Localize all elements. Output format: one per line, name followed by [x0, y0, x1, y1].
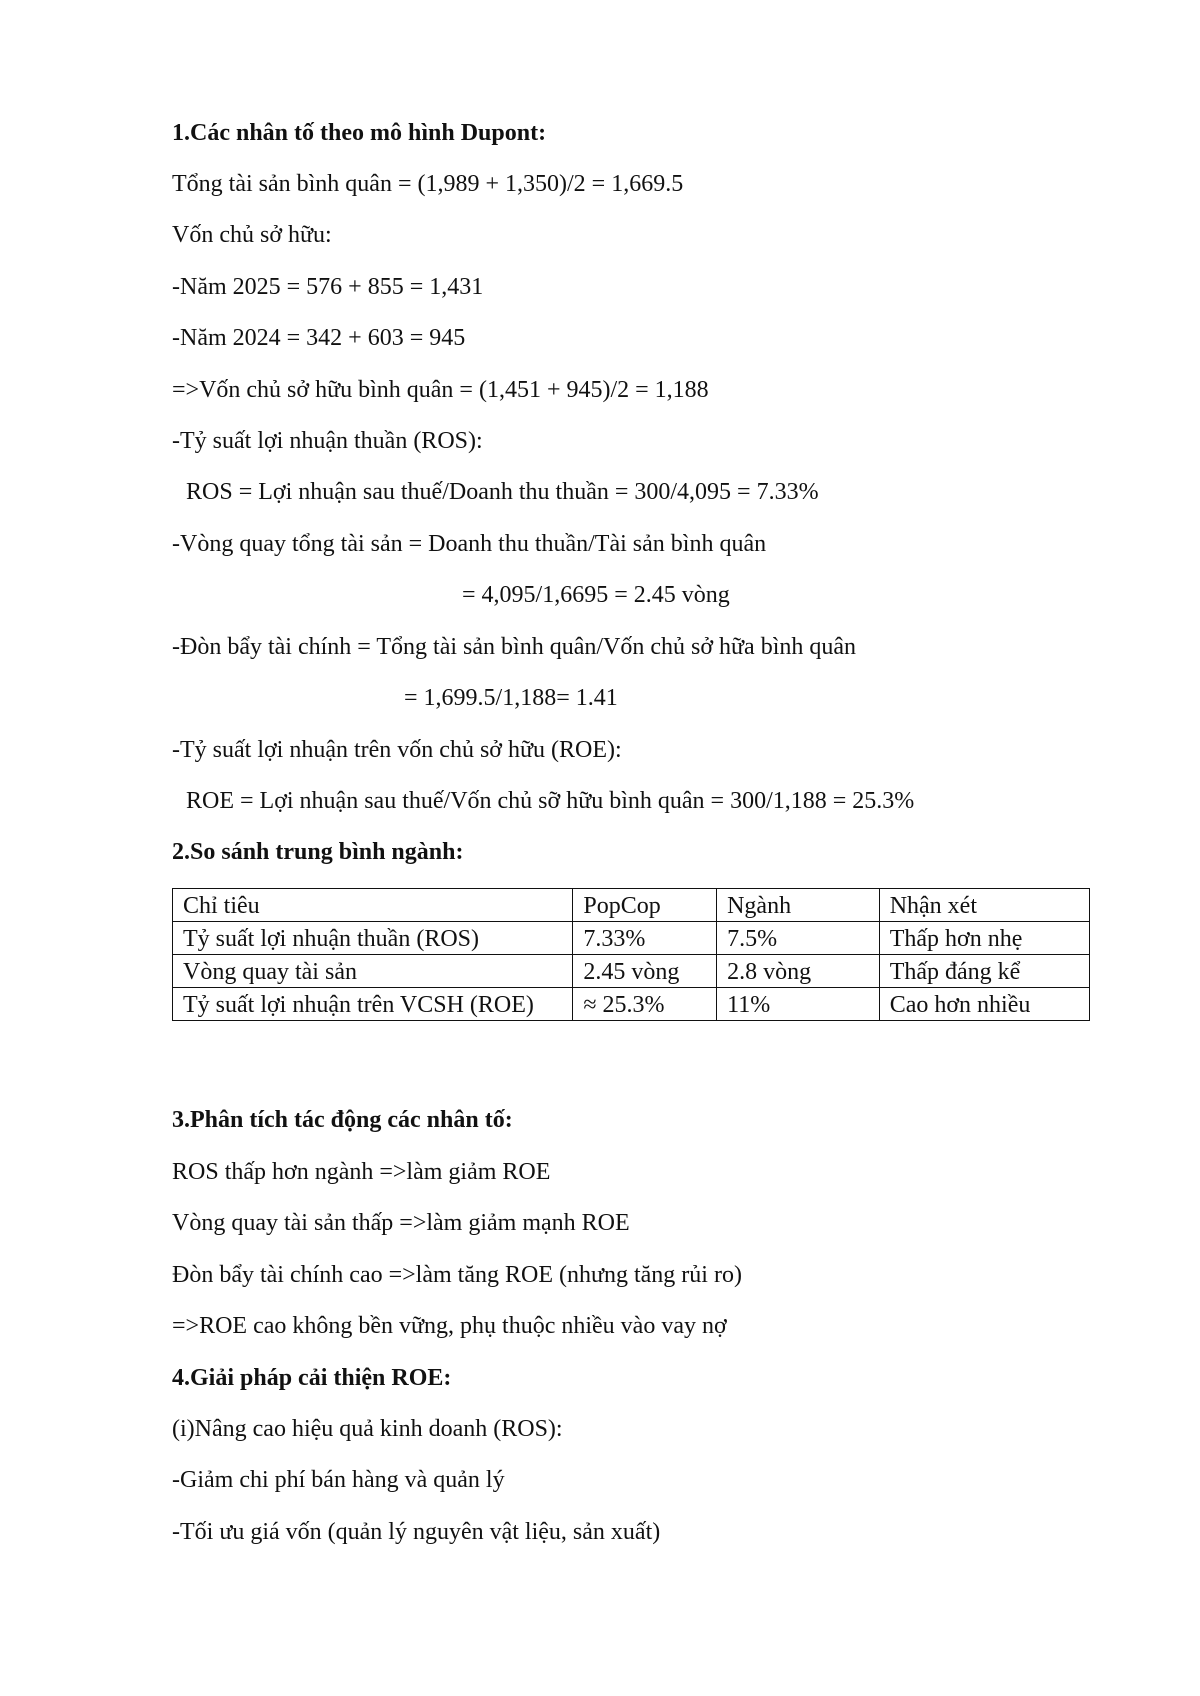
- table-cell: 7.33%: [573, 922, 717, 955]
- table-header-cell: Nhận xét: [879, 889, 1089, 922]
- table-cell: 11%: [717, 988, 880, 1021]
- comparison-table: [172, 888, 1090, 1021]
- solution-cogs-line: -Tối ưu giá vốn (quản lý nguyên vật liệu, sản xuất): [172, 1519, 661, 1545]
- table-cell: 2.45 vòng: [573, 955, 717, 988]
- roe-label-line: -Tỷ suất lợi nhuận trên vốn chủ sở hữu (ROE):: [172, 737, 622, 763]
- table-header-cell: Ngành: [717, 889, 880, 922]
- analysis-ros-line: ROS thấp hơn ngành =>làm giảm ROE: [172, 1159, 551, 1185]
- avg-equity-line: =>Vốn chủ sở hữu bình quân = (1,451 + 945)/2 = 1,188: [172, 377, 709, 403]
- avg-total-assets-line: Tổng tài sản bình quân = (1,989 + 1,350)/2 = 1,669.5: [172, 171, 684, 197]
- table-row: [173, 988, 1090, 1021]
- equity-2024-line: -Năm 2024 = 342 + 603 = 945: [172, 325, 466, 351]
- table-cell: Cao hơn nhiều: [879, 988, 1089, 1021]
- roe-formula-line: ROE = Lợi nhuận sau thuế/Vốn chủ sỡ hữu bình quân = 300/1,188 = 25.3%: [186, 788, 915, 814]
- table-cell: Thấp đáng kể: [879, 955, 1089, 988]
- ros-formula-line: ROS = Lợi nhuận sau thuế/Doanh thu thuần = 300/4,095 = 7.33%: [186, 479, 819, 505]
- table-row: [173, 955, 1090, 988]
- equity-label-line: Vốn chủ sở hữu:: [172, 222, 332, 248]
- table-cell: Thấp hơn nhẹ: [879, 922, 1089, 955]
- table-header-row: [173, 889, 1090, 922]
- analysis-leverage-line: Đòn bẩy tài chính cao =>làm tăng ROE (nhưng tăng rủi ro): [172, 1262, 742, 1288]
- leverage-result-line: = 1,699.5/1,188= 1.41: [404, 685, 618, 711]
- table-cell: 7.5%: [717, 922, 880, 955]
- equity-2025-line: -Năm 2025 = 576 + 855 = 1,431: [172, 274, 484, 300]
- table-cell: Vòng quay tài sản: [173, 955, 573, 988]
- section-3-heading: 3.Phân tích tác động các nhân tố:: [172, 1107, 513, 1133]
- asset-turnover-result-line: = 4,095/1,6695 = 2.45 vòng: [462, 582, 730, 608]
- analysis-turnover-line: Vòng quay tài sản thấp =>làm giảm mạnh ROE: [172, 1210, 630, 1236]
- table-cell: ≈ 25.3%: [573, 988, 717, 1021]
- solution-ros-line: (i)Nâng cao hiệu quả kinh doanh (ROS):: [172, 1416, 563, 1442]
- table-header-cell: Chỉ tiêu: [173, 889, 573, 922]
- table-header-cell: PopCop: [573, 889, 717, 922]
- section-1-heading: 1.Các nhân tố theo mô hình Dupont:: [172, 120, 547, 146]
- table-row: [173, 922, 1090, 955]
- table-cell: Tỷ suất lợi nhuận thuần (ROS): [173, 922, 573, 955]
- table-cell: 2.8 vòng: [717, 955, 880, 988]
- ros-label-line: -Tỷ suất lợi nhuận thuần (ROS):: [172, 428, 483, 454]
- solution-cost-line: -Giảm chi phí bán hàng và quản lý: [172, 1467, 505, 1493]
- section-4-heading: 4.Giải pháp cải thiện ROE:: [172, 1365, 452, 1391]
- leverage-line: -Đòn bẩy tài chính = Tổng tài sản bình quân/Vốn chủ sở hữa bình quân: [172, 634, 857, 660]
- table-cell: Tỷ suất lợi nhuận trên VCSH (ROE): [173, 988, 573, 1021]
- section-2-heading: 2.So sánh trung bình ngành:: [172, 839, 464, 865]
- asset-turnover-line: -Vòng quay tổng tài sản = Doanh thu thuần/Tài sản bình quân: [172, 531, 767, 557]
- analysis-conclusion-line: =>ROE cao không bền vững, phụ thuộc nhiều vào vay nợ: [172, 1313, 727, 1339]
